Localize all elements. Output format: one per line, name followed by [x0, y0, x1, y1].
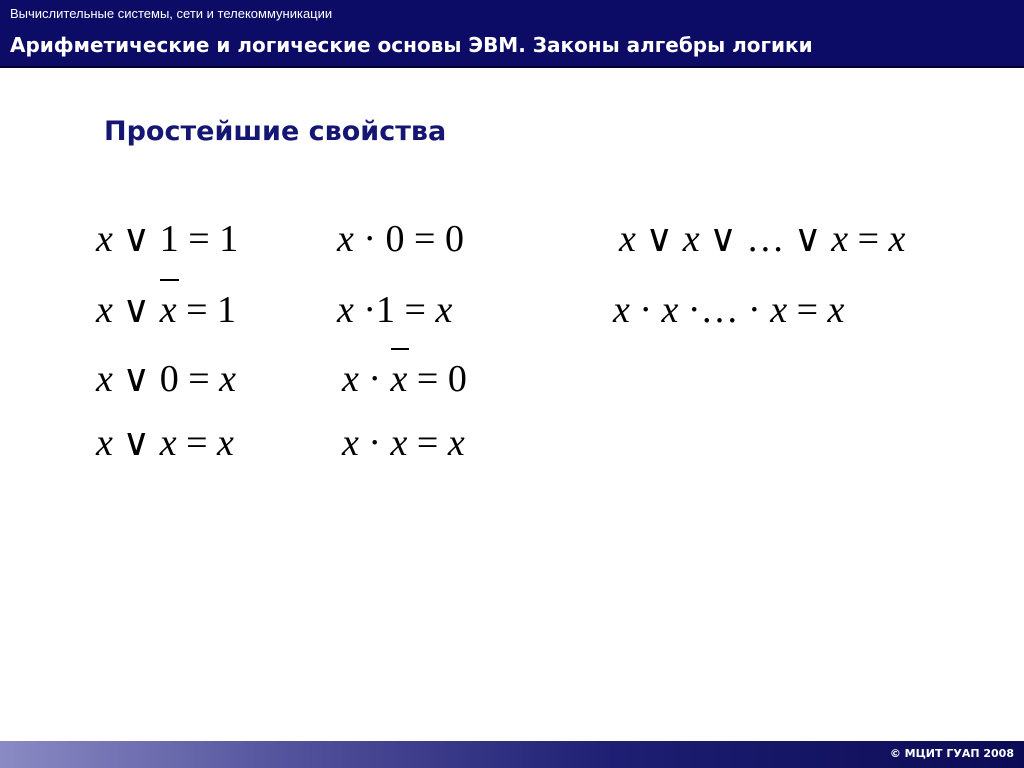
variable-x: x [613, 289, 630, 331]
negated-variable-x: x [390, 358, 408, 400]
variable-x: x [661, 289, 679, 331]
formula-or-one [96, 220, 238, 258]
formula-and-not [342, 360, 467, 398]
footer-bar [0, 741, 1024, 768]
variable-x: x [619, 218, 636, 260]
formula-and-one [337, 291, 452, 329]
formula-text: · [629, 289, 662, 331]
formula-or-zero [96, 360, 236, 398]
formula-or-self [96, 424, 234, 462]
formula-and-many [613, 291, 844, 329]
variable-x: x [390, 422, 408, 464]
formula-text: ∨ … ∨ [699, 218, 832, 260]
formula-text: ∨ [112, 289, 160, 331]
formula-text: ∨ 1 = 1 [112, 218, 239, 260]
formula-text: ·… · [678, 289, 771, 331]
variable-x: x [827, 289, 845, 331]
copyright: © МЦИТ ГУАП 2008 [889, 747, 1014, 760]
variable-x: x [96, 358, 113, 400]
variable-x: x [342, 422, 359, 464]
section-title: Простейшие свойства [104, 116, 447, 147]
formula-text: · [358, 358, 391, 400]
variable-x: x [342, 358, 359, 400]
course-name: Вычислительные системы, сети и телекоммуникации [10, 6, 333, 21]
variable-x: x [888, 218, 906, 260]
variable-x: x [219, 358, 236, 400]
variable-x: x [682, 218, 700, 260]
formula-text: ·1 = [353, 289, 436, 331]
variable-x: x [435, 289, 453, 331]
formula-text: ∨ [635, 218, 683, 260]
formula-text: · [358, 422, 391, 464]
formula-text: · 0 = 0 [353, 218, 464, 260]
formula-or-many [619, 220, 905, 258]
lecture-title: Арифметические и логические основы ЭВМ. Законы алгебры логики [10, 33, 813, 57]
variable-x: x [337, 218, 354, 260]
formula-text: = [848, 218, 889, 260]
formula-text: = 0 [407, 358, 467, 400]
negated-variable-x: x [159, 289, 177, 331]
formula-text: = [787, 289, 828, 331]
formula-text: = 1 [176, 289, 237, 331]
variable-x: x [447, 422, 465, 464]
formula-text: ∨ [112, 422, 160, 464]
formula-and-self [342, 424, 465, 462]
variable-x: x [337, 289, 354, 331]
formula-text: = [176, 422, 218, 464]
variable-x: x [96, 289, 113, 331]
variable-x: x [96, 422, 113, 464]
variable-x: x [159, 422, 177, 464]
formula-or-not [96, 291, 236, 329]
variable-x: x [96, 218, 113, 260]
header-bar [0, 0, 1024, 68]
variable-x: x [831, 218, 849, 260]
formula-text: ∨ 0 = [112, 358, 220, 400]
variable-x: x [770, 289, 788, 331]
formula-and-zero [337, 220, 464, 258]
formula-text: = [407, 422, 448, 464]
variable-x: x [217, 422, 234, 464]
